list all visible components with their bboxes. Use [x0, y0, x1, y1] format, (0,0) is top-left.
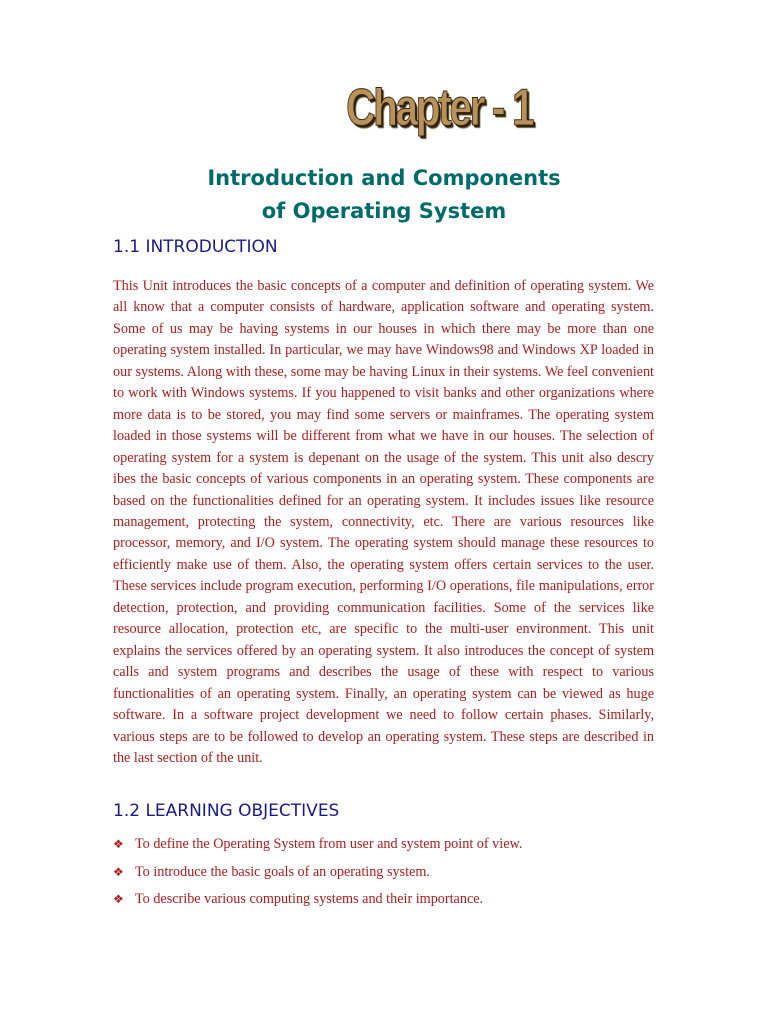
learning-objectives-list [113, 834, 673, 917]
objective-text: To describe various computing systems and their importance. [135, 891, 484, 907]
introduction-paragraph: This Unit introduces the basic concepts of a computer and definition of operating system. We all know that a computer consists of hardware, application software and operating system. Some of us may be having systems in our houses in which there may be more than one operating system installed. In particular, we may have Windows98 and Windows XP loaded in our systems. Along with these, some may be having Linux in their systems. We feel convenient to work with Windows systems. If you happened to visit banks and other organizations where more data is to be stored, you may find some servers or mainframes. The operating system loaded in those systems will be different from what we have in our houses. The selection of operating system for a system is depenant on the usage of the system. This unit also descry ibes the basic concepts of various components in an operating system. These components are based on the functionalities defined for an operating system. It includes issues like resource management, protecting the system, connectivity, etc. There are various resources like processor, memory, and I/O system. The operating system should manage these resources to efficiently make use of them. Also, the operating system offers certain services to the user. These services include program execution, performing I/O operations, file manipulations, error detection, protection, and providing communication facilities. Some of the services like resource allocation, protection etc, are specific to the multi-user environment. This unit explains the services offered by an operating system. It also introduces the concept of system calls and system programs and describes the usage of these with respect to various functionalities of an operating system. Finally, an operating system can be viewed as huge software. In a software project development we need to follow certain phases. Similarly, various steps are to be followed to develop an operating system. These steps are described in the last section of the unit. [113, 278, 654, 766]
list-item [113, 889, 673, 917]
list-item [113, 834, 673, 862]
list-item [113, 862, 673, 890]
diamond-bullet-icon: ❖ [113, 837, 124, 851]
diamond-bullet-icon: ❖ [113, 892, 124, 906]
diamond-bullet-icon: ❖ [113, 864, 124, 879]
unit-title-line-2: of Operating System [261, 199, 507, 223]
unit-title-line-1: Introduction and Components [207, 166, 561, 190]
section-heading-learning-objectives: 1.2 LEARNING OBJECTIVES [113, 801, 340, 821]
section-heading-introduction: 1.1 INTRODUCTION [113, 237, 278, 257]
objective-text: To define the Operating System from user and system point of view. [135, 836, 523, 852]
chapter-title: Chapter - 1 [346, 79, 533, 137]
objective-text: To introduce the basic goals of an operating system. [135, 863, 430, 880]
unit-title [0, 162, 768, 228]
